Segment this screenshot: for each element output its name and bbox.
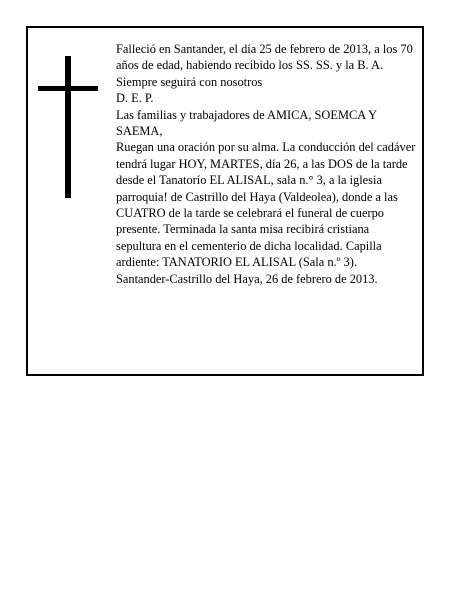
cross-vertical-bar xyxy=(65,56,71,198)
place-date-line: Santander-Castrillo del Haya, 26 de febrero de 2013. xyxy=(116,271,378,286)
remembrance-line: Siempre seguirá con nosotros xyxy=(116,74,263,89)
death-announcement: Falleció en Santander, el día 25 de febrero de 2013, a los 70 años de edad, habiendo recibido los SS. SS. y la B. A. xyxy=(116,42,413,73)
rip-line: D. E. P. xyxy=(116,91,154,106)
cross-horizontal-bar xyxy=(38,86,98,91)
families-line: Las familias y trabajadores de AMICA, SOEMCA Y SAEMA, xyxy=(116,107,377,139)
funeral-details: Ruegan una oración por su alma. La conducción del cadáver tendrá lugar HOY, MARTES, día 26, a las DOS de la tarde desde el Tanatorío EL ALISAL, sala n.° 3, a la iglesia parroquia! de Castrillo del Haya (Valdeolea), donde a las CUATRO de la tarde se celebrará el funeral de cuerpo presente. Terminada la santa misa recibirá cristiana sepultura en el cementerio de dicha localidad. Capilla ardiente: TANATORIO EL ALISAL (Sala n.º 3). xyxy=(116,140,416,270)
notice-text xyxy=(116,41,416,287)
cross-icon xyxy=(38,56,98,198)
obituary-notice xyxy=(26,26,424,376)
